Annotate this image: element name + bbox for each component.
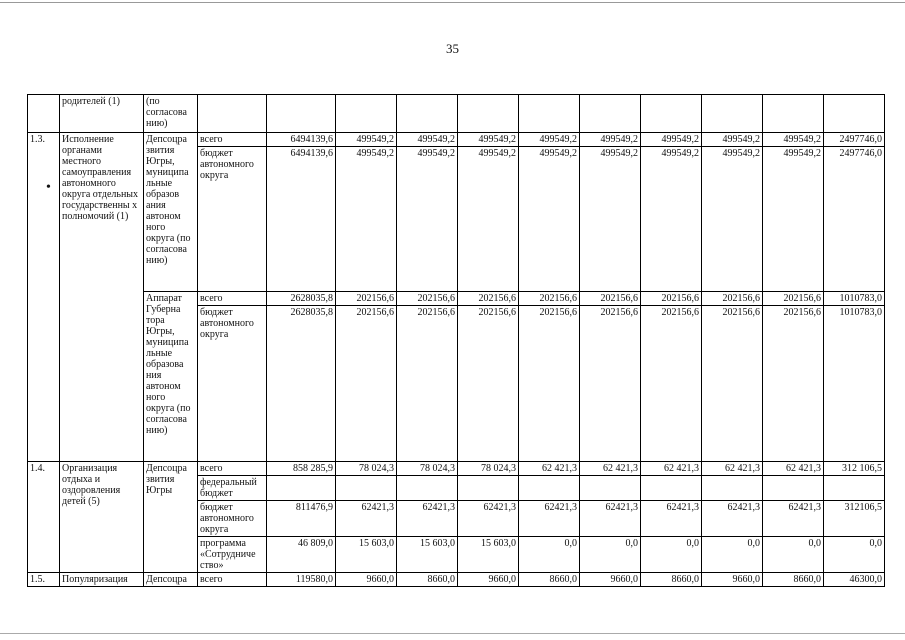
value-cell: 62421,3 bbox=[702, 501, 763, 537]
funding-source: всего bbox=[198, 292, 267, 306]
value-cell: 499549,2 bbox=[336, 133, 397, 147]
value-cell: 62 421,3 bbox=[580, 462, 641, 476]
value-cell: 202156,6 bbox=[397, 292, 458, 306]
row-number bbox=[28, 95, 60, 133]
value-cell: 499549,2 bbox=[336, 147, 397, 292]
value-cell: 46300,0 bbox=[824, 573, 885, 587]
executor: Аппарат Губерна тора Югры, муниципа льные образова ния автоном ного округа (по согласова нию) bbox=[144, 292, 198, 462]
value-cell: 499549,2 bbox=[519, 133, 580, 147]
value-cell bbox=[519, 95, 580, 133]
value-cell: 499549,2 bbox=[763, 147, 824, 292]
scan-edge-bottom bbox=[0, 633, 905, 634]
value-cell: 202156,6 bbox=[458, 292, 519, 306]
funding-source: всего bbox=[198, 462, 267, 476]
value-cell: 499549,2 bbox=[580, 147, 641, 292]
value-cell: 499549,2 bbox=[580, 133, 641, 147]
executor: Депсоцра звития Югры, муниципа льные образов ания автоном ного округа (по согласова нию) bbox=[144, 133, 198, 292]
funding-source: федеральный бюджет bbox=[198, 476, 267, 501]
value-cell: 62 421,3 bbox=[519, 462, 580, 476]
value-cell bbox=[267, 95, 336, 133]
value-cell bbox=[458, 95, 519, 133]
value-cell: 8660,0 bbox=[641, 573, 702, 587]
value-cell: 202156,6 bbox=[763, 306, 824, 462]
value-cell: 202156,6 bbox=[702, 306, 763, 462]
value-cell: 2628035,8 bbox=[267, 292, 336, 306]
task-name: Исполнение органами местного самоуправления автономного округа отдельных государственны х полномочий (1) bbox=[60, 133, 144, 462]
value-cell: 499549,2 bbox=[519, 147, 580, 292]
value-cell: 0,0 bbox=[519, 537, 580, 573]
value-cell: 62 421,3 bbox=[702, 462, 763, 476]
task-name: Организация отдыха и оздоровления детей (5) bbox=[60, 462, 144, 573]
value-cell: 78 024,3 bbox=[336, 462, 397, 476]
value-cell: 62 421,3 bbox=[763, 462, 824, 476]
value-cell: 119580,0 bbox=[267, 573, 336, 587]
value-cell: 62421,3 bbox=[519, 501, 580, 537]
value-cell: 312106,5 bbox=[824, 501, 885, 537]
executor: (по согласова нию) bbox=[144, 95, 198, 133]
value-cell: 15 603,0 bbox=[397, 537, 458, 573]
value-cell: 0,0 bbox=[702, 537, 763, 573]
executor: Депсоцра bbox=[144, 573, 198, 587]
value-cell: 78 024,3 bbox=[458, 462, 519, 476]
value-cell bbox=[702, 95, 763, 133]
value-cell: 62421,3 bbox=[763, 501, 824, 537]
value-cell: 202156,6 bbox=[336, 306, 397, 462]
row-number: 1.5. bbox=[28, 573, 60, 587]
value-cell: 811476,9 bbox=[267, 501, 336, 537]
value-cell bbox=[397, 95, 458, 133]
value-cell: 499549,2 bbox=[458, 147, 519, 292]
value-cell: 62421,3 bbox=[397, 501, 458, 537]
funding-source: программа «Сотрудниче ство» bbox=[198, 537, 267, 573]
table-row bbox=[28, 95, 885, 133]
value-cell: 499549,2 bbox=[397, 133, 458, 147]
value-cell: 202156,6 bbox=[641, 306, 702, 462]
value-cell: 9660,0 bbox=[458, 573, 519, 587]
value-cell: 62 421,3 bbox=[641, 462, 702, 476]
value-cell: 1010783,0 bbox=[824, 306, 885, 462]
value-cell: 62421,3 bbox=[458, 501, 519, 537]
value-cell: 0,0 bbox=[580, 537, 641, 573]
value-cell: 15 603,0 bbox=[336, 537, 397, 573]
row-number: 1.4. bbox=[28, 462, 60, 573]
row-number: 1.3. bbox=[28, 133, 60, 462]
table-row bbox=[28, 292, 885, 306]
table-row bbox=[28, 573, 885, 587]
value-cell bbox=[336, 476, 397, 501]
value-cell: 9660,0 bbox=[702, 573, 763, 587]
value-cell: 202156,6 bbox=[580, 292, 641, 306]
value-cell: 202156,6 bbox=[580, 306, 641, 462]
value-cell: 499549,2 bbox=[458, 133, 519, 147]
executor: Депсоцра звития Югры bbox=[144, 462, 198, 573]
value-cell: 62421,3 bbox=[336, 501, 397, 537]
budget-table bbox=[27, 94, 885, 587]
value-cell: 78 024,3 bbox=[397, 462, 458, 476]
value-cell: 499549,2 bbox=[641, 147, 702, 292]
value-cell: 202156,6 bbox=[763, 292, 824, 306]
funding-source: всего bbox=[198, 133, 267, 147]
value-cell bbox=[519, 476, 580, 501]
value-cell: 0,0 bbox=[824, 537, 885, 573]
value-cell: 202156,6 bbox=[702, 292, 763, 306]
value-cell bbox=[397, 476, 458, 501]
value-cell: 8660,0 bbox=[519, 573, 580, 587]
value-cell bbox=[763, 95, 824, 133]
value-cell: 858 285,9 bbox=[267, 462, 336, 476]
value-cell: 15 603,0 bbox=[458, 537, 519, 573]
funding-source: бюджет автономного округа bbox=[198, 501, 267, 537]
scan-edge-top bbox=[0, 2, 905, 3]
page-number: 35 bbox=[446, 41, 459, 56]
value-cell: 8660,0 bbox=[763, 573, 824, 587]
value-cell: 6494139,6 bbox=[267, 133, 336, 147]
value-cell: 499549,2 bbox=[641, 133, 702, 147]
value-cell bbox=[824, 95, 885, 133]
value-cell: 6494139,6 bbox=[267, 147, 336, 292]
value-cell bbox=[702, 476, 763, 501]
value-cell: 499549,2 bbox=[702, 147, 763, 292]
table-row bbox=[28, 133, 885, 147]
value-cell: 0,0 bbox=[641, 537, 702, 573]
funding-source: всего bbox=[198, 573, 267, 587]
value-cell: 499549,2 bbox=[763, 133, 824, 147]
value-cell bbox=[763, 476, 824, 501]
value-cell: 499549,2 bbox=[702, 133, 763, 147]
value-cell: 312 106,5 bbox=[824, 462, 885, 476]
value-cell bbox=[458, 476, 519, 501]
value-cell: 202156,6 bbox=[458, 306, 519, 462]
value-cell: 9660,0 bbox=[580, 573, 641, 587]
value-cell: 8660,0 bbox=[397, 573, 458, 587]
value-cell bbox=[824, 476, 885, 501]
value-cell bbox=[336, 95, 397, 133]
value-cell: 202156,6 bbox=[397, 306, 458, 462]
value-cell: 202156,6 bbox=[336, 292, 397, 306]
value-cell bbox=[580, 95, 641, 133]
value-cell: 202156,6 bbox=[641, 292, 702, 306]
value-cell: 62421,3 bbox=[580, 501, 641, 537]
value-cell: 202156,6 bbox=[519, 306, 580, 462]
table-row bbox=[28, 462, 885, 476]
value-cell bbox=[267, 476, 336, 501]
value-cell bbox=[641, 95, 702, 133]
value-cell: 0,0 bbox=[763, 537, 824, 573]
value-cell bbox=[641, 476, 702, 501]
funding-source bbox=[198, 95, 267, 133]
task-name: Популяризация bbox=[60, 573, 144, 587]
value-cell: 2497746,0 bbox=[824, 147, 885, 292]
task-name: родителей (1) bbox=[60, 95, 144, 133]
value-cell: 46 809,0 bbox=[267, 537, 336, 573]
scan-dot: • bbox=[46, 180, 51, 195]
funding-source: бюджет автономного округа bbox=[198, 147, 267, 292]
value-cell: 2497746,0 bbox=[824, 133, 885, 147]
value-cell: 62421,3 bbox=[641, 501, 702, 537]
value-cell: 499549,2 bbox=[397, 147, 458, 292]
value-cell: 1010783,0 bbox=[824, 292, 885, 306]
value-cell bbox=[580, 476, 641, 501]
value-cell: 2628035,8 bbox=[267, 306, 336, 462]
value-cell: 202156,6 bbox=[519, 292, 580, 306]
funding-source: бюджет автономного округа bbox=[198, 306, 267, 462]
value-cell: 9660,0 bbox=[336, 573, 397, 587]
